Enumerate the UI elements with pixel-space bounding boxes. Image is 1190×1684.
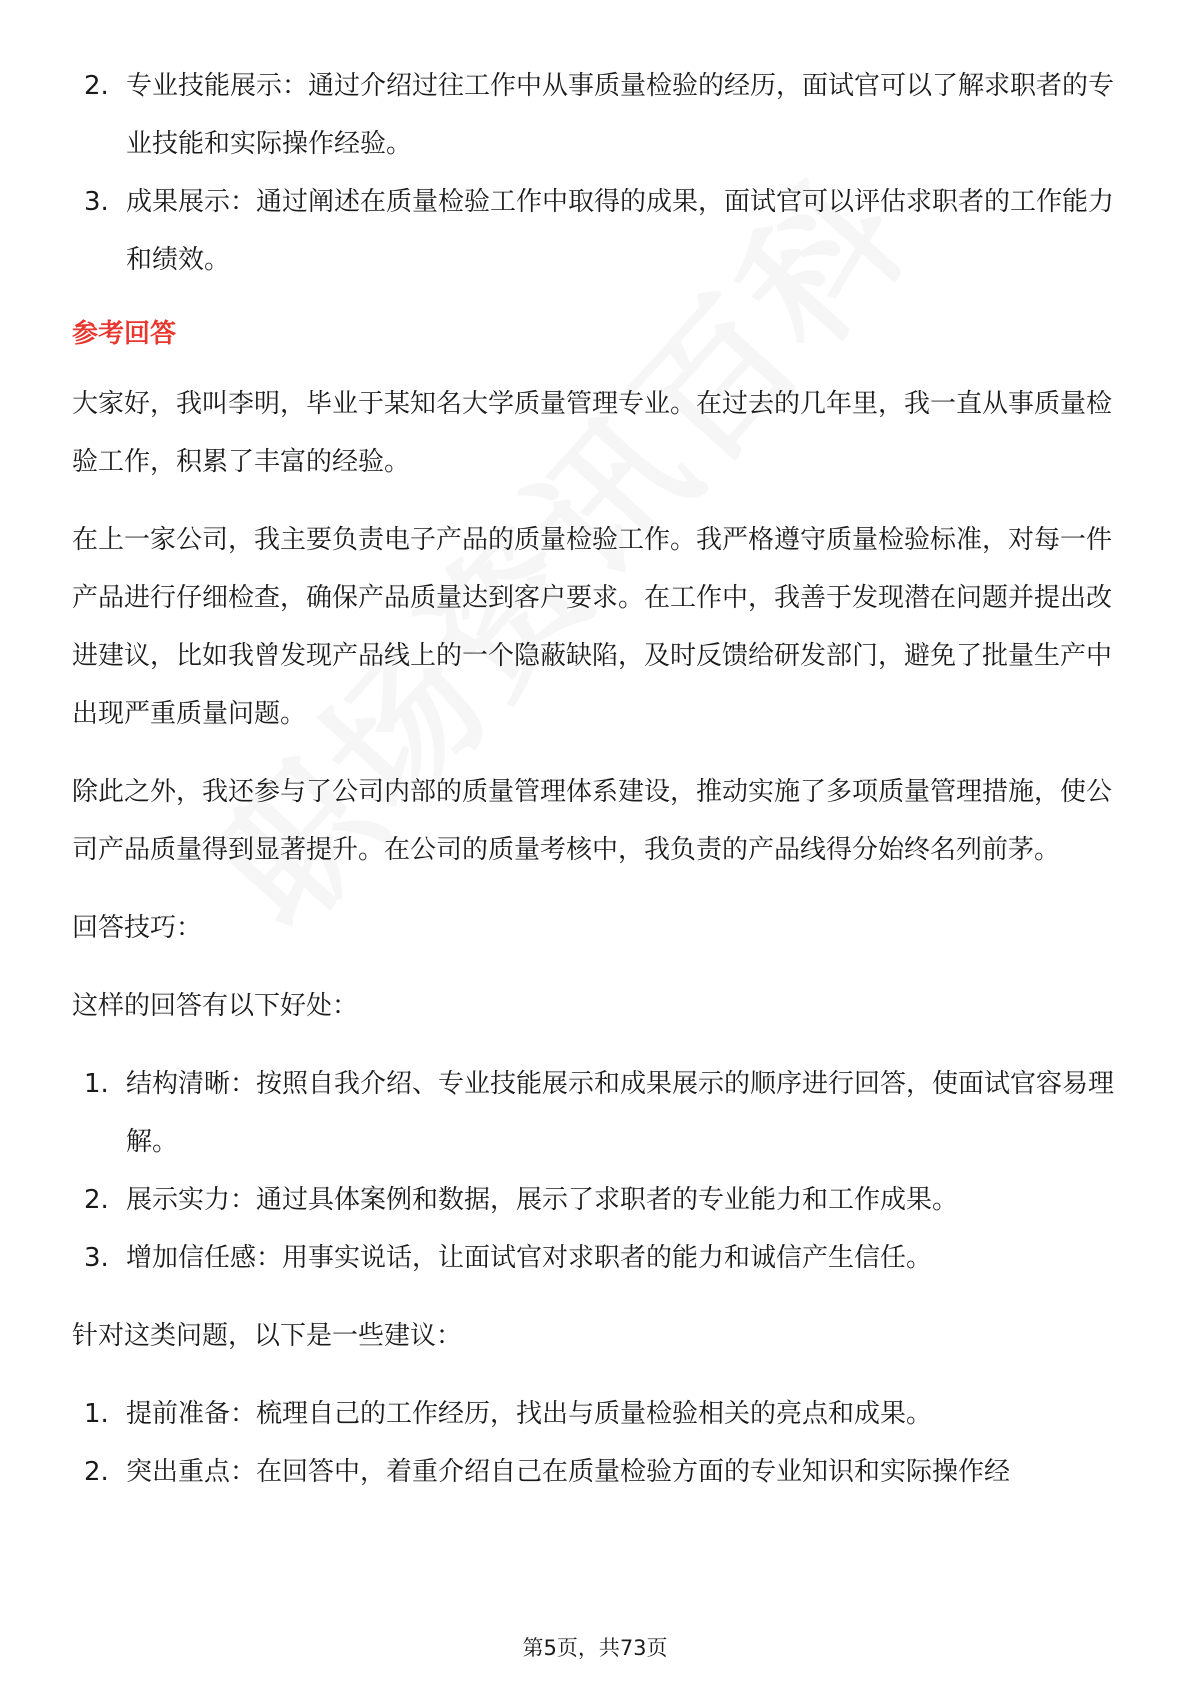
list-number: 2. (84, 1457, 109, 1487)
benefits-list (72, 1055, 1122, 1287)
list-item (72, 1229, 1122, 1287)
paragraph: 除此之外，我还参与了公司内部的质量管理体系建设，推动实施了多项质量管理措施，使公司产品质量得到显著提升。在公司的质量考核中，我负责的产品线得分始终名列前茅。 (72, 777, 1113, 865)
list-number: 3. (84, 1243, 109, 1273)
intro-list (72, 57, 1122, 289)
benefits-intro: 这样的回答有以下好处： (72, 991, 359, 1021)
section-heading: 参考回答 (72, 319, 177, 349)
list-number: 2. (84, 71, 109, 101)
tips-label: 回答技巧： (72, 913, 203, 943)
list-item (72, 1171, 1122, 1229)
advice-list (72, 1385, 1122, 1501)
list-item (72, 57, 1122, 173)
page-footer: 第5页，共73页 (522, 1636, 668, 1660)
list-number: 2. (84, 1185, 109, 1215)
list-text: 成果展示：通过阐述在质量检验工作中取得的成果，面试官可以评估求职者的工作能力和绩效。 (126, 187, 1115, 275)
list-number: 1. (84, 1399, 109, 1429)
paragraph: 大家好，我叫李明，毕业于某知名大学质量管理专业。在过去的几年里，我一直从事质量检验工作，积累了丰富的经验。 (72, 389, 1113, 477)
page-content (72, 57, 1122, 1501)
list-text: 提前准备：梳理自己的工作经历，找出与质量检验相关的亮点和成果。 (126, 1399, 933, 1429)
list-item (72, 173, 1122, 289)
list-item (72, 1385, 1122, 1443)
advice-intro: 针对这类问题，以下是一些建议： (72, 1321, 463, 1351)
list-number: 1. (84, 1069, 109, 1099)
list-text: 专业技能展示：通过介绍过往工作中从事质量检验的经历，面试官可以了解求职者的专业技能和实际操作经验。 (126, 71, 1115, 159)
list-item (72, 1443, 1122, 1501)
list-text: 结构清晰：按照自我介绍、专业技能展示和成果展示的顺序进行回答，使面试官容易理解。 (126, 1069, 1115, 1157)
list-item (72, 1055, 1122, 1171)
paragraph: 在上一家公司，我主要负责电子产品的质量检验工作。我严格遵守质量检验标准，对每一件产品进行仔细检查，确保产品质量达到客户要求。在工作中，我善于发现潜在问题并提出改进建议，比如我曾发现产品线上的一个隐蔽缺陷，及时反馈给研发部门，避免了批量生产中出现严重质量问题。 (72, 525, 1113, 729)
list-text: 增加信任感：用事实说话，让面试官对求职者的能力和诚信产生信任。 (126, 1243, 933, 1273)
list-text: 展示实力：通过具体案例和数据，展示了求职者的专业能力和工作成果。 (126, 1185, 959, 1215)
list-number: 3. (84, 187, 109, 217)
list-text: 突出重点：在回答中，着重介绍自己在质量检验方面的专业知识和实际操作经 (126, 1457, 1011, 1487)
